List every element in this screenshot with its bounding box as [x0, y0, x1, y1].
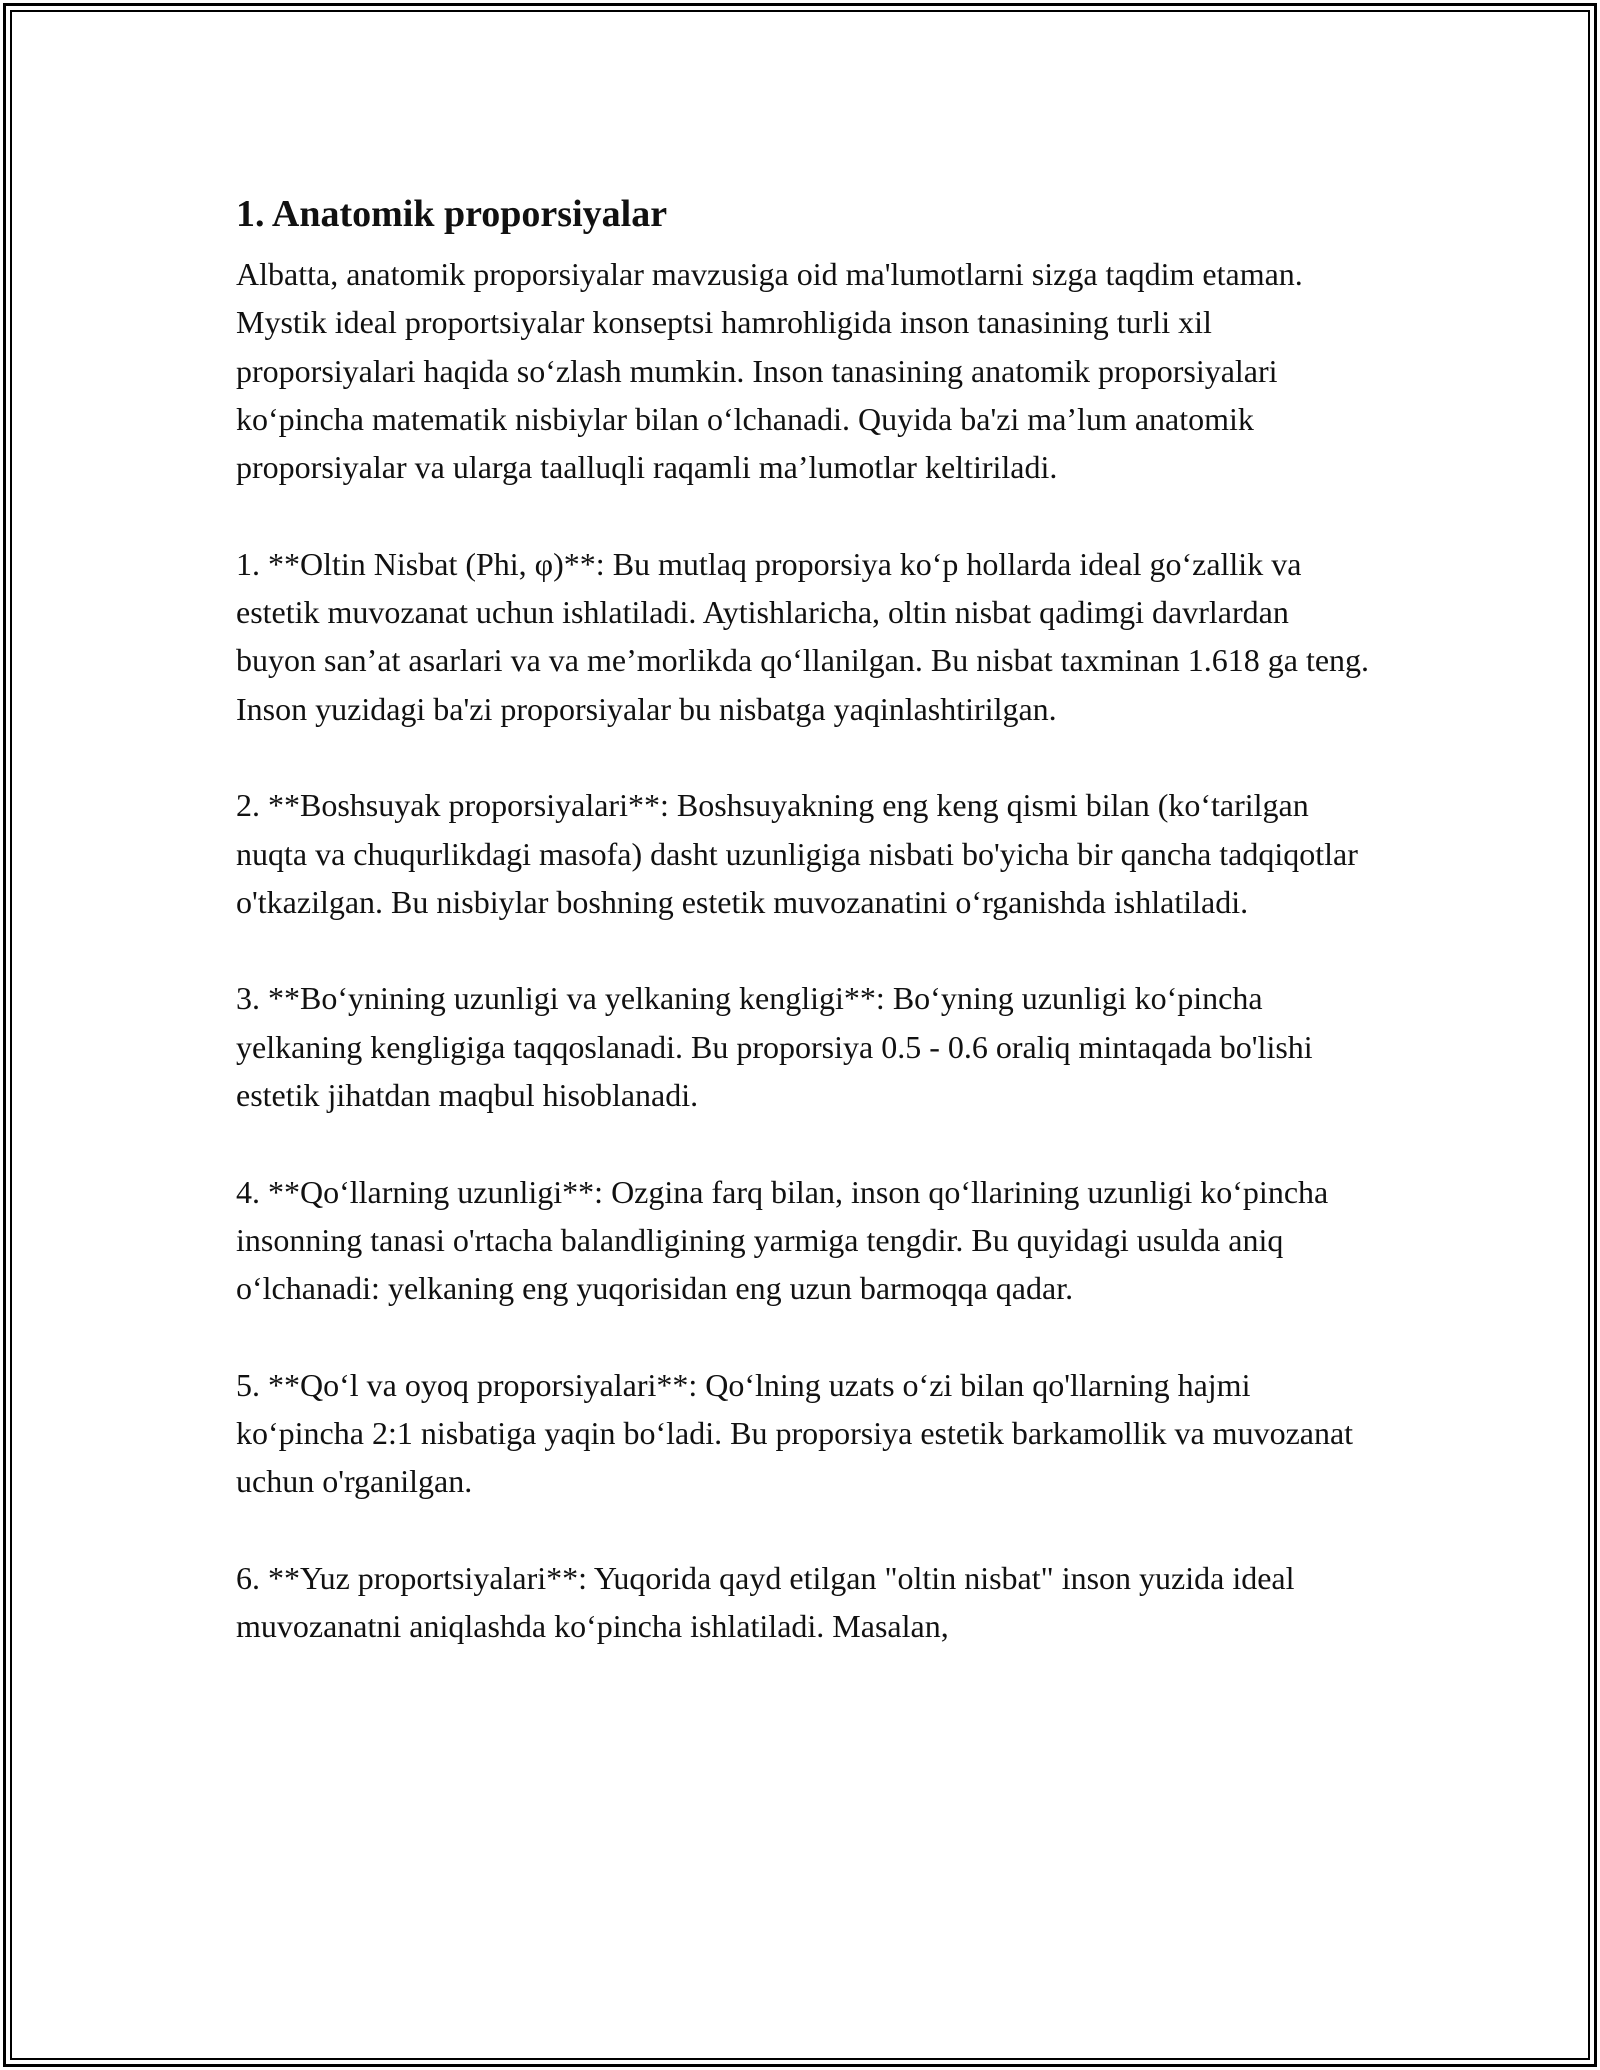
list-item-face-proportions: 6. **Yuz proportsiyalari**: Yuqorida qayd etilgan "oltin nisbat" inson yuzida ideal muvozanatni aniqlashda ko‘pincha ishlatiladi. Masalan, — [236, 1560, 1295, 1645]
intro-paragraph: Albatta, anatomik proporsiyalar mavzusiga oid ma'lumotlarni sizga taqdim etaman. Mystik ideal proportsiyalar konseptsi hamrohligida inson tanasining turli xil proporsiyalari haqida so‘zlash mumkin. Inson tanasining anatomik proporsiyalari ko‘pincha matematik nisbiylar bilan o‘lchanadi. Quyida ba'zi ma’lum anatomik proporsiyalar va ularga taalluqli raqamli ma’lumotlar keltiriladi. — [236, 256, 1303, 486]
list-item-neck-shoulder: 3. **Bo‘ynining uzunligi va yelkaning kengligi**: Bo‘yning uzunligi ko‘pincha yelkaning kengligiga taqqoslanadi. Bu proporsiya 0.5 - 0.6 oraliq mintaqada bo'lishi estetik jihatdan maqbul hisoblanadi. — [236, 980, 1313, 1114]
list-item-hand-foot: 5. **Qo‘l va oyoq proporsiyalari**: Qo‘lning uzats o‘zi bilan qo'llarning hajmi ko‘pincha 2:1 nisbatiga yaqin bo‘ladi. Bu proporsiya estetik barkamollik va muvozanat uchun o'rganilgan. — [236, 1366, 1354, 1500]
section-heading: 1. Anatomik proporsiyalar — [236, 193, 668, 235]
document-body — [236, 186, 1376, 1651]
list-item-skull-proportions: 2. **Boshsuyak proporsiyalari**: Boshsuyakning eng keng qismi bilan (ko‘tarilgan nuqta va chuqurlikdagi masofa) dasht uzunligiga nisbati bo'yicha bir qancha tadqiqotlar o'tkazilgan. Bu nisbiylar boshning estetik muvozanatini o‘rganishda ishlatiladi. — [236, 787, 1358, 920]
list-item-golden-ratio: 1. **Oltin Nisbat (Phi, φ)**: Bu mutlaq proporsiya ko‘p hollarda ideal go‘zallik va estetik muvozanat uchun ishlatiladi. Aytishlaricha, oltin nisbat qadimgi davrlardan buyon san’at asarlari va va me’morlikda qo‘llanilgan. Bu nisbat taxminan 1.618 ga teng. Inson yuzidagi ba'zi proporsiyalar bu nisbatga yaqinlashtirilgan. — [236, 545, 1370, 727]
list-item-arm-length: 4. **Qo‘llarning uzunligi**: Ozgina farq bilan, inson qo‘llarining uzunligi ko‘pincha insonning tanasi o'rtacha balandligining yarmiga tengdir. Bu quyidagi usulda aniq o‘lchanadi: yelkaning eng yuqorisidan eng uzun barmoqqa qadar. — [236, 1173, 1329, 1307]
paragraph-list — [236, 250, 1376, 1651]
